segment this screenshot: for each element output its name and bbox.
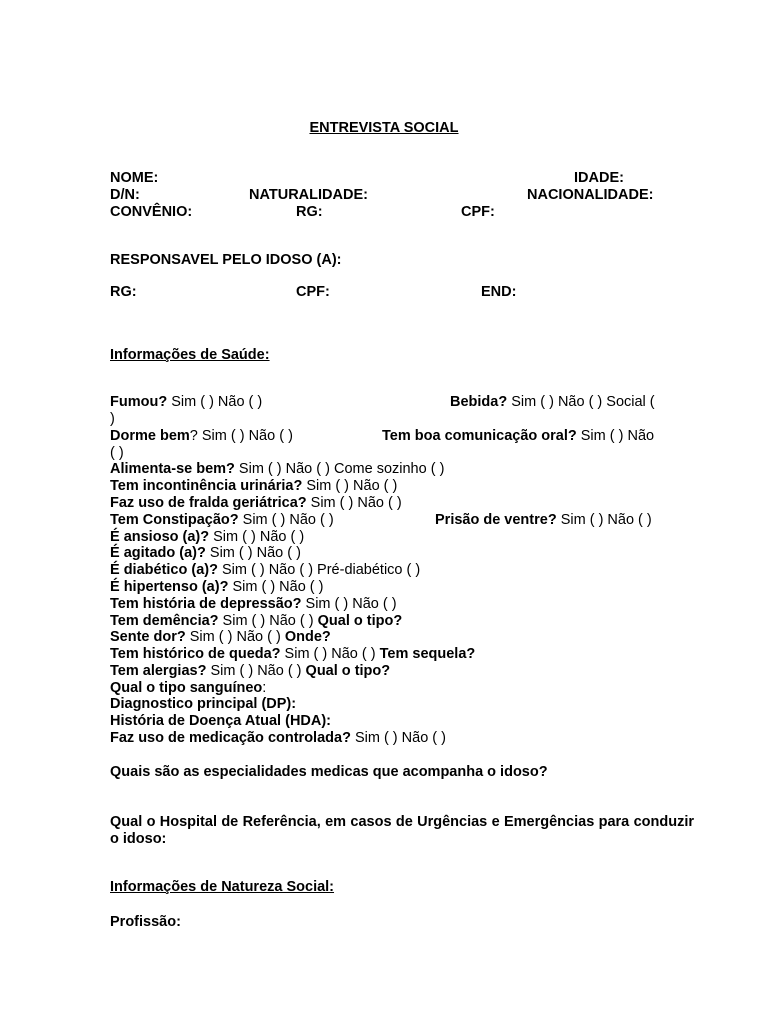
question-diagnostico: Diagnostico principal (DP): bbox=[110, 696, 297, 712]
field-cpf: CPF: bbox=[461, 204, 495, 220]
question-incontinencia: Tem incontinência urinária? Sim ( ) Não ( ) bbox=[110, 478, 398, 494]
field-responsavel-end: END: bbox=[481, 284, 517, 300]
field-naturalidade: NATURALIDADE: bbox=[249, 187, 368, 203]
question-depressao: Tem história de depressão? Sim ( ) Não ( ) bbox=[110, 596, 397, 612]
question-comunicacao: Tem boa comunicação oral? Sim ( ) Não bbox=[382, 428, 655, 444]
question-fralda: Faz uso de fralda geriátrica? Sim ( ) Não ( ) bbox=[110, 495, 402, 511]
question-especialidades: Quais são as especialidades medicas que acompanha o idoso? bbox=[110, 764, 548, 780]
question-hospital: Qual o Hospital de Referência, em casos de Urgências e Emergências para conduzir o idoso: bbox=[110, 814, 694, 847]
field-dn: D/N: bbox=[110, 187, 140, 203]
question-prisao: Prisão de ventre? Sim ( ) Não ( ) bbox=[435, 512, 652, 528]
question-dor: Sente dor? Sim ( ) Não ( ) Onde? bbox=[110, 629, 331, 645]
field-profissao: Profissão: bbox=[110, 914, 181, 930]
question-comunicacao-cont: ( ) bbox=[110, 445, 124, 461]
question-fumou: Fumou? Sim ( ) Não ( ) bbox=[110, 394, 263, 410]
field-convenio: CONVÊNIO: bbox=[110, 204, 193, 220]
question-alimenta: Alimenta-se bem? Sim ( ) Não ( ) Come sozinho ( ) bbox=[110, 461, 445, 477]
question-dorme: Dorme bem? Sim ( ) Não ( ) bbox=[110, 428, 293, 444]
field-nacionalidade: NACIONALIDADE: bbox=[527, 187, 654, 203]
question-bebida: Bebida? Sim ( ) Não ( ) Social ( bbox=[450, 394, 655, 410]
field-responsavel-cpf: CPF: bbox=[296, 284, 330, 300]
section-heading-social: Informações de Natureza Social: bbox=[110, 879, 335, 895]
question-constipacao: Tem Constipação? Sim ( ) Não ( ) bbox=[110, 512, 334, 528]
question-diabetico: É diabético (a)? Sim ( ) Não ( ) Pré-diabético ( ) bbox=[110, 562, 421, 578]
question-bebida-cont: ) bbox=[110, 411, 115, 427]
field-rg: RG: bbox=[296, 204, 323, 220]
question-medicacao: Faz uso de medicação controlada? Sim ( ) Não ( ) bbox=[110, 730, 446, 746]
question-queda: Tem histórico de queda? Sim ( ) Não ( ) Tem sequela? bbox=[110, 646, 476, 662]
document-title: ENTREVISTA SOCIAL bbox=[309, 120, 459, 136]
section-heading-saude: Informações de Saúde: bbox=[110, 347, 270, 363]
question-hda: História de Doença Atual (HDA): bbox=[110, 713, 332, 729]
question-hipertenso: É hipertenso (a)? Sim ( ) Não ( ) bbox=[110, 579, 324, 595]
question-agitado: É agitado (a)? Sim ( ) Não ( ) bbox=[110, 545, 301, 561]
question-ansioso: É ansioso (a)? Sim ( ) Não ( ) bbox=[110, 529, 305, 545]
question-alergias: Tem alergias? Sim ( ) Não ( ) Qual o tipo? bbox=[110, 663, 391, 679]
field-responsavel: RESPONSAVEL PELO IDOSO (A): bbox=[110, 252, 342, 268]
field-nome: NOME: bbox=[110, 170, 159, 186]
question-demencia: Tem demência? Sim ( ) Não ( ) Qual o tipo? bbox=[110, 613, 403, 629]
field-idade: IDADE: bbox=[574, 170, 624, 186]
question-tipo-sanguineo: Qual o tipo sanguíneo: bbox=[110, 680, 267, 696]
field-responsavel-rg: RG: bbox=[110, 284, 137, 300]
